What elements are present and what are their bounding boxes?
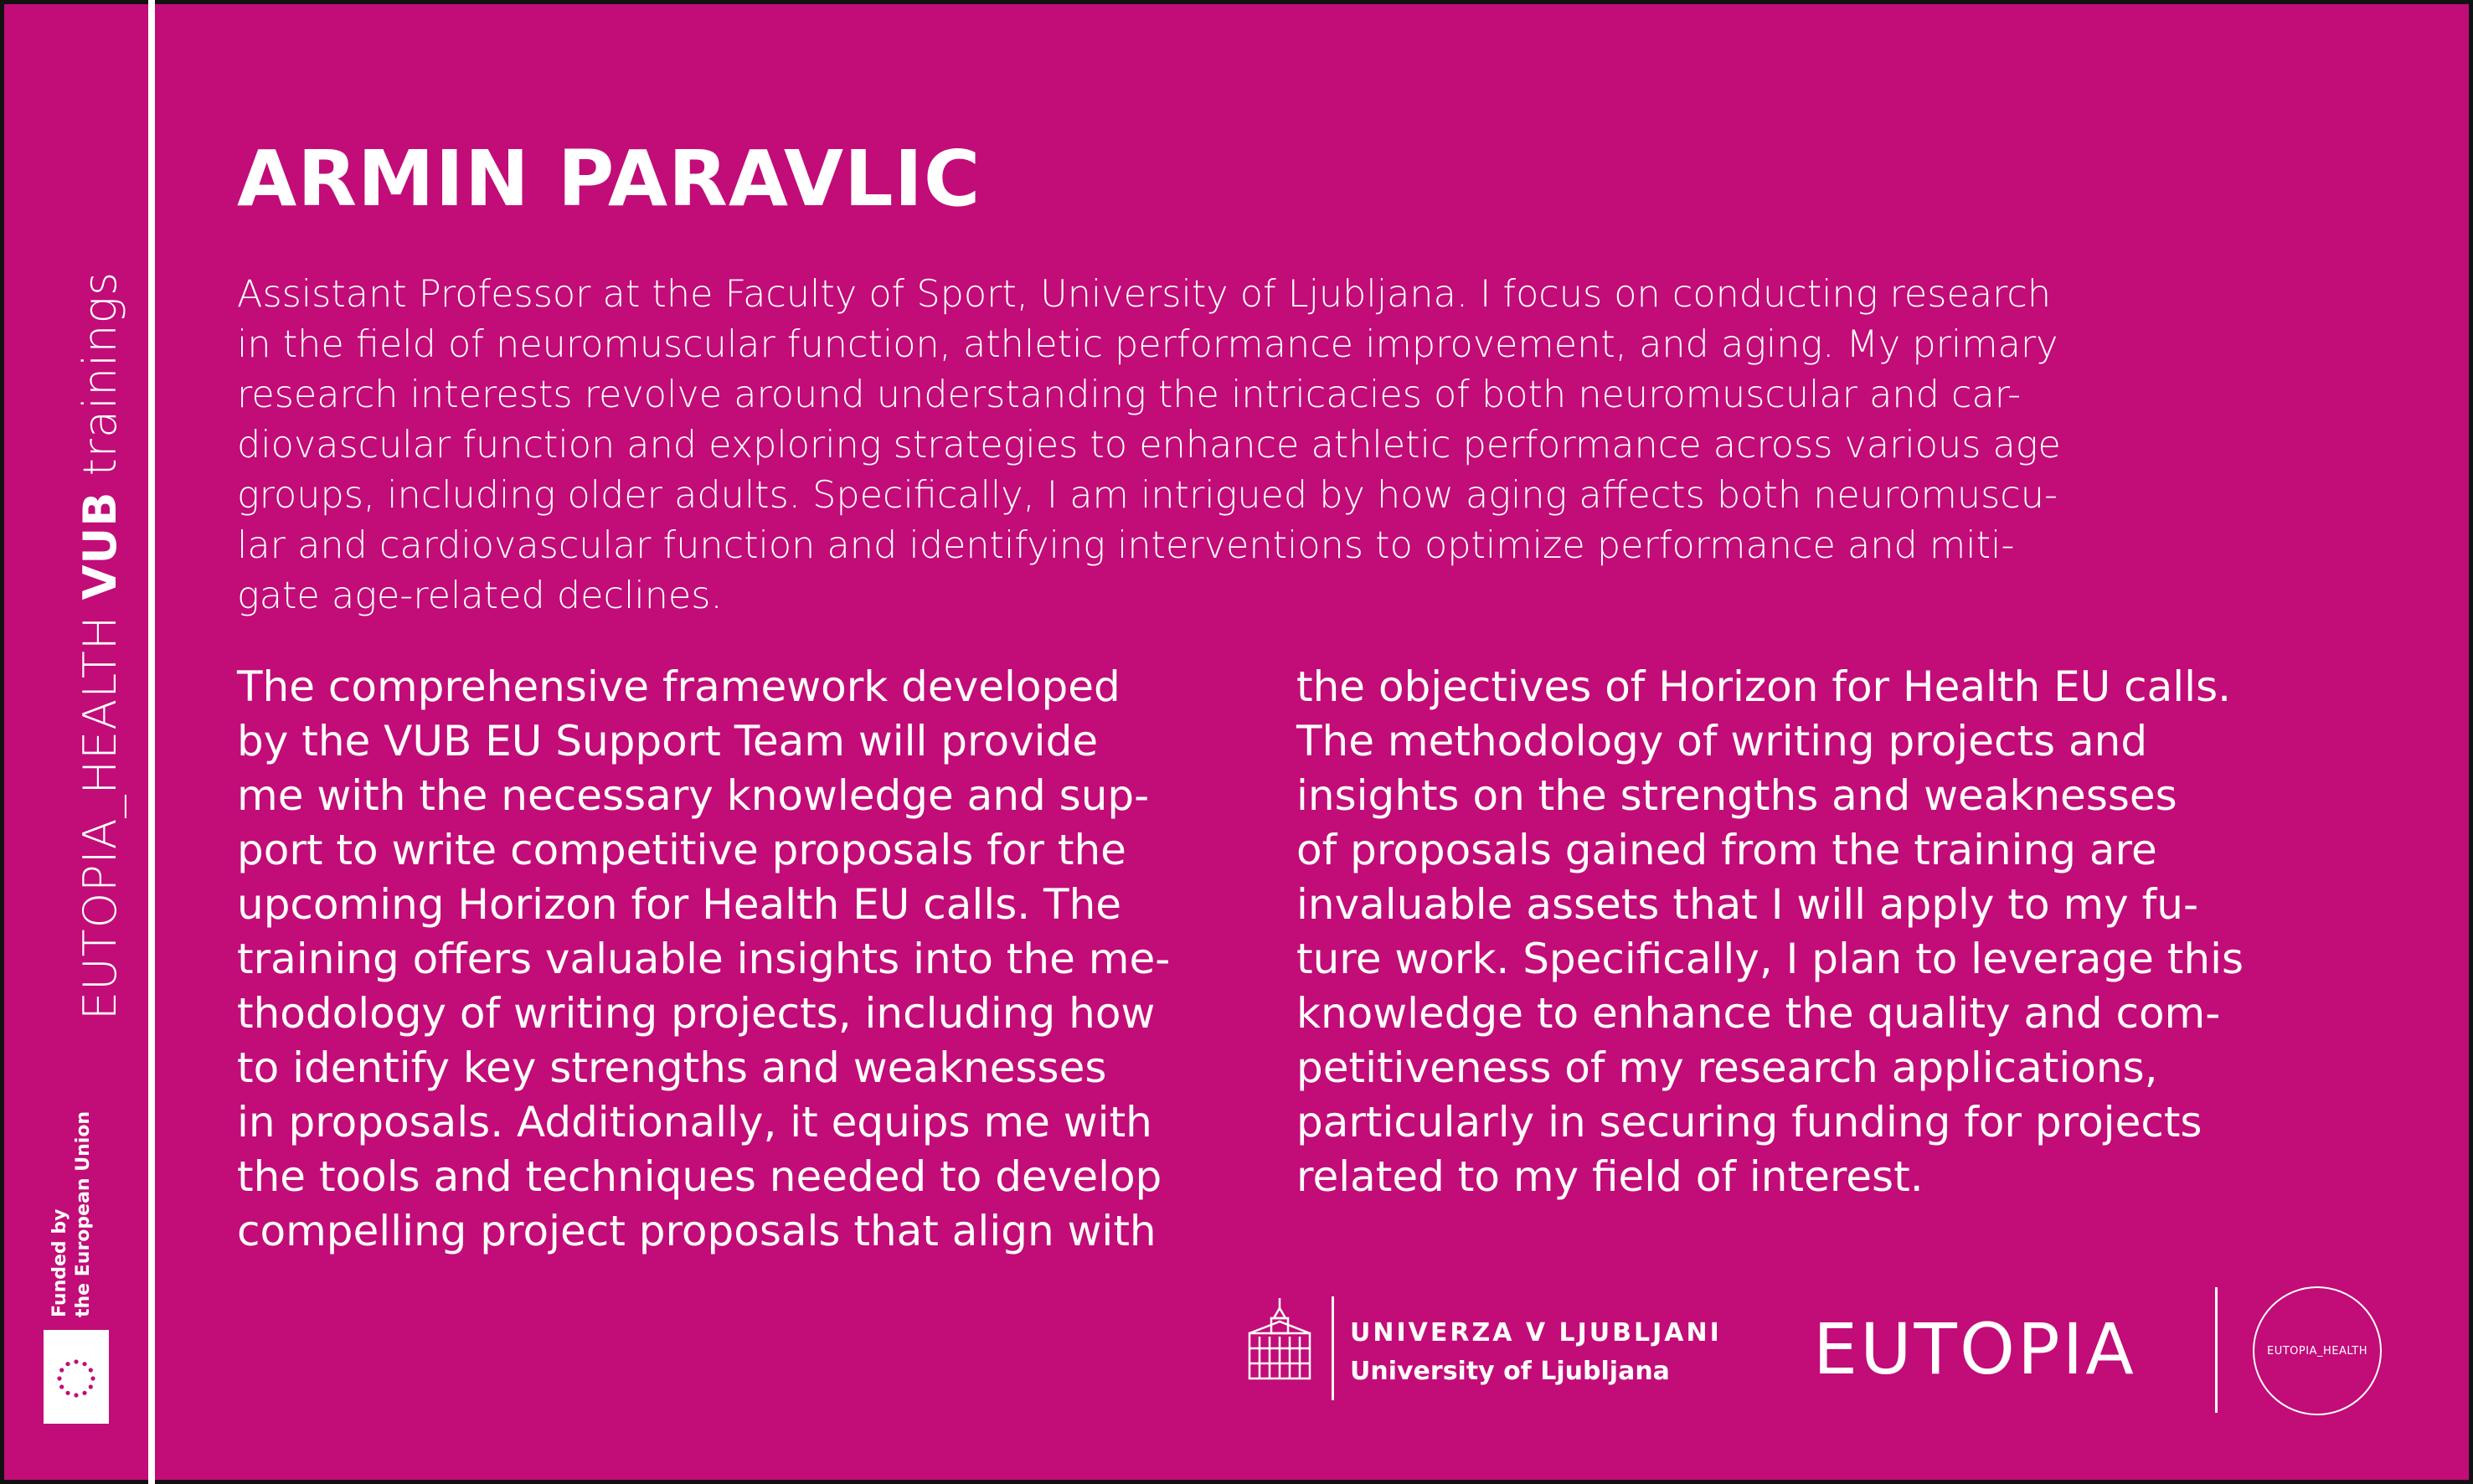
funded-line-1: Funded by: [49, 1208, 70, 1317]
eu-flag-icon: [44, 1330, 109, 1424]
university-name-slovene: UNIVERZA V LJUBLJANI: [1350, 1318, 1722, 1347]
funded-by-text: [49, 1111, 95, 1317]
university-logo-divider: [1332, 1296, 1334, 1400]
university-logo-text: [1350, 1314, 1722, 1391]
body-column-left: The comprehensive framework developed by the VUB EU Support Team will provide me with the necessary knowledge and sup- port to write competitive proposals for the upcoming Horizon for Health EU calls. The training offers valuable insights into the me- thodology of writing projects, including how to identify key strengths and weaknesses in proposals. Additionally, it equips me with the tools and techniques needed to develop compelling project proposals that align with: [237, 662, 1171, 1255]
sidebar-divider: [148, 0, 155, 1484]
bio-paragraph: Assistant Professor at the Faculty of Sport, University of Ljubljana. I focus on conducting research in the field of neuromuscular function, athletic performance improvement, and aging. My primary research interests revolve around understanding the intricacies of both neuromuscular and car- diovascular function and exploring strategies to enhance athletic performance across various age groups, including older adults. Specifically, I am intrigued by how aging affects both neuromuscu- lar and cardiovascular function and identifying interventions to optimize performance and miti- gate age-related declines.: [237, 273, 2061, 617]
sidebar-title-bold: VUB: [74, 491, 126, 600]
university-name-english: University of Ljubljana: [1350, 1357, 1670, 1386]
eutopia-logo: EUTOPIA: [1813, 1308, 2136, 1390]
funded-line-2: the European Union: [73, 1110, 94, 1317]
person-name: ARMIN PARAVLIC: [237, 134, 981, 224]
sidebar-title-post: trainings: [74, 271, 126, 492]
sidebar-title: [74, 271, 126, 1020]
eutopia-health-badge: [2253, 1286, 2382, 1415]
university-building-icon: [1246, 1296, 1313, 1382]
eutopia-logo-divider: [2215, 1287, 2218, 1413]
eutopia-health-label: EUTOPIA_HEALTH: [2266, 1344, 2368, 1358]
body-column-right: the objectives of Horizon for Health EU calls. The methodology of writing projects and insights on the strengths and weaknesses of proposals gained from the training are invaluable assets that I will apply to my fu- ture work. Specifically, I plan to leverage this knowledge to enhance the quality and com- petitiveness of my research applications, particularly in securing funding for projects related to my field of interest.: [1296, 662, 2244, 1201]
sidebar-title-pre: EUTOPIA_HEALTH: [74, 600, 126, 1020]
